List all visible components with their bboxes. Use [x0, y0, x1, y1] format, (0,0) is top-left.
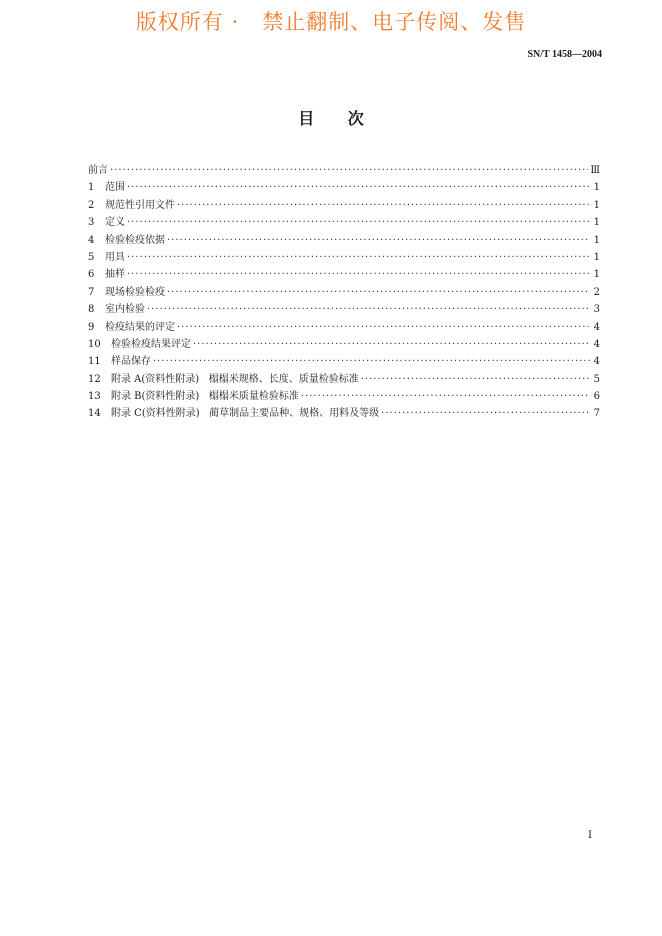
toc-entry-page: 6 — [593, 391, 600, 403]
dot-leader — [127, 249, 590, 266]
toc-entry — [88, 197, 600, 214]
toc-entry — [88, 353, 600, 370]
toc-entry-number: 9 — [88, 321, 95, 333]
toc-entry — [88, 249, 600, 266]
toc-entry-label: 附录 B(资料性附录) 榻榻米质量检验标准 — [111, 391, 299, 403]
toc-entry-page: 1 — [593, 182, 600, 194]
dot-leader — [361, 371, 590, 388]
toc-entry — [88, 179, 600, 196]
standard-number: SN/T 1458—2004 — [527, 49, 602, 60]
toc-entry-page: 3 — [593, 304, 600, 316]
toc-entry-page: 1 — [593, 217, 600, 229]
toc-entry — [88, 266, 600, 283]
toc-entry — [88, 405, 600, 422]
toc-entry-label: 用具 — [105, 251, 125, 263]
toc-entry-page: 5 — [593, 373, 600, 385]
toc-entry-label: 定义 — [105, 217, 125, 229]
toc-entry-label: 规范性引用文件 — [105, 199, 175, 211]
toc-title: 目 次 — [298, 109, 364, 128]
toc-entry-number: 10 — [88, 338, 101, 350]
toc-entry-number: 1 — [88, 182, 95, 194]
toc-entry-label: 室内检验 — [105, 304, 145, 316]
toc-entry-number: 7 — [88, 286, 95, 298]
toc-entry-page: Ⅲ — [590, 165, 600, 176]
toc-entry-number: 14 — [88, 408, 101, 420]
dot-leader — [167, 284, 590, 301]
toc-entry-page: 1 — [593, 269, 600, 281]
toc-entry-number: 2 — [88, 199, 95, 211]
dot-leader — [167, 232, 590, 249]
toc-entry-label: 抽样 — [105, 269, 125, 281]
toc-entry — [88, 336, 600, 353]
toc-entry-label: 检验检疫结果评定 — [111, 338, 191, 350]
toc-entry — [88, 371, 600, 388]
dot-leader — [177, 319, 590, 336]
toc-entry-page: 7 — [593, 408, 600, 420]
toc-entry-page: 4 — [593, 338, 600, 350]
dot-leader — [153, 353, 590, 370]
toc-entry-number: 13 — [88, 391, 101, 403]
toc-entry-label: 检疫结果的评定 — [105, 321, 175, 333]
dot-leader — [193, 336, 590, 353]
toc-entry-number: 4 — [88, 234, 95, 246]
dot-leader — [381, 405, 590, 422]
toc-entry-label: 附录 C(资料性附录) 蔺草制品主要品种、规格、用料及等级 — [111, 408, 380, 420]
toc-entry-page: 1 — [593, 251, 600, 263]
toc-entry — [88, 301, 600, 318]
toc-entry-page: 2 — [593, 286, 600, 298]
toc-entry-page: 4 — [593, 321, 600, 333]
toc-entry — [88, 319, 600, 336]
toc-entry — [88, 232, 600, 249]
toc-entry-label: 检验检疫依据 — [105, 234, 165, 246]
toc-entry-label: 前言 — [88, 165, 108, 176]
toc-entry-number: 3 — [88, 217, 95, 229]
toc-entry — [88, 162, 600, 179]
toc-entry-page: 1 — [593, 199, 600, 211]
toc-entry-label: 样品保存 — [111, 356, 151, 368]
dot-leader — [127, 266, 590, 283]
dot-leader — [110, 162, 588, 179]
toc-entry-number: 8 — [88, 304, 95, 316]
toc-entry-label: 现场检验检疫 — [105, 286, 165, 298]
table-of-contents — [88, 162, 600, 423]
toc-entry-page: 4 — [593, 356, 600, 368]
dot-leader — [177, 197, 590, 214]
dot-leader — [147, 301, 590, 318]
dot-leader — [127, 214, 590, 231]
toc-entry — [88, 284, 600, 301]
toc-entry-number: 11 — [88, 356, 101, 368]
copyright-watermark: 版权所有 · 禁止翻制、电子传阅、发售 — [135, 10, 527, 34]
toc-entry-number: 5 — [88, 251, 95, 263]
toc-entry-label: 范围 — [105, 182, 125, 194]
dot-leader — [127, 179, 590, 196]
page-number: I — [588, 830, 592, 841]
toc-entry — [88, 388, 600, 405]
dot-leader — [301, 388, 590, 405]
toc-entry-number: 6 — [88, 269, 95, 281]
toc-entry — [88, 214, 600, 231]
toc-entry-page: 1 — [593, 234, 600, 246]
toc-entry-number: 12 — [88, 373, 101, 385]
toc-entry-label: 附录 A(资料性附录) 榻榻米规格、长度、质量检验标准 — [111, 373, 359, 385]
